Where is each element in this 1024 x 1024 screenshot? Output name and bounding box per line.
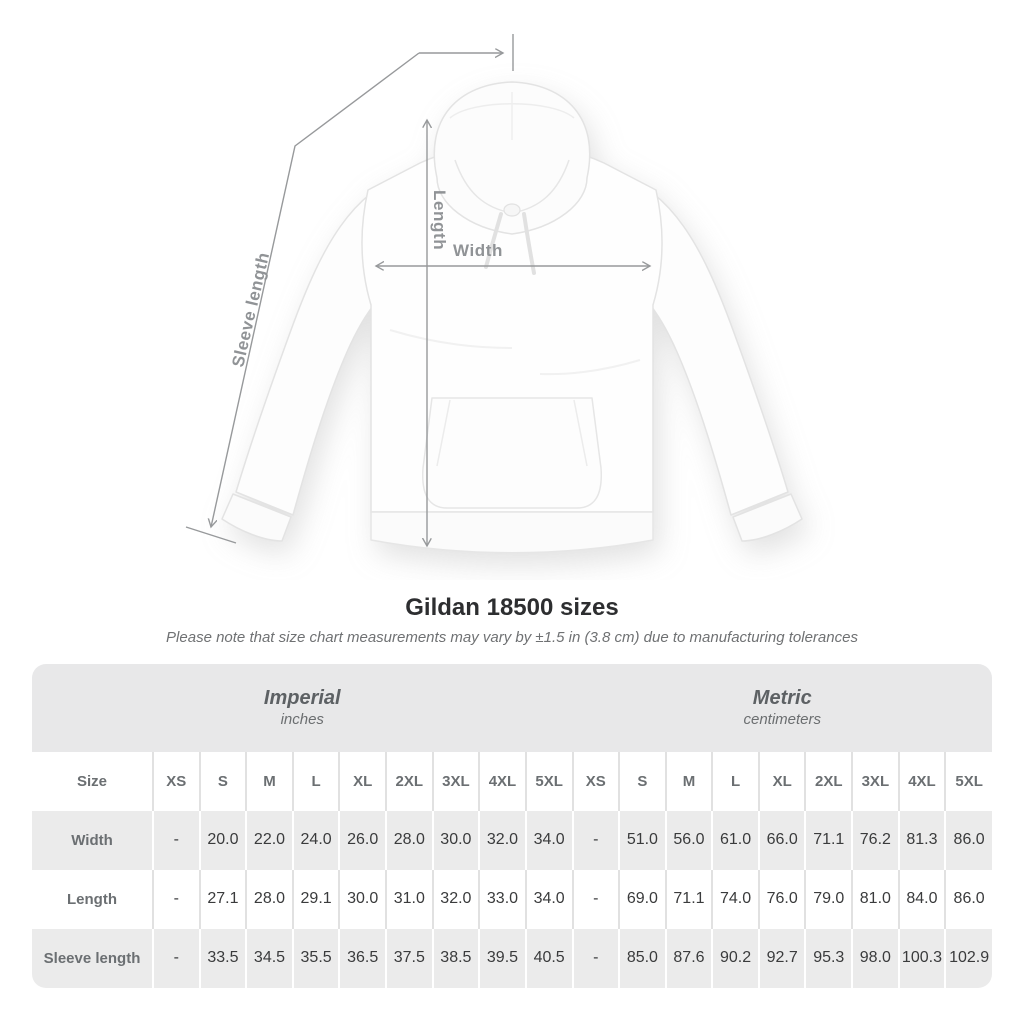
value-cell: 87.6 [666,929,713,988]
value-cell: 79.0 [805,870,852,929]
value-cell: - [153,870,200,929]
value-cell: 27.1 [200,870,247,929]
value-cell: 81.0 [852,870,899,929]
value-cell: 95.3 [805,929,852,988]
size-header-row [32,752,992,811]
size-col-header: 5XL [945,752,992,811]
page-title: Gildan 18500 sizes [405,594,619,621]
size-table-card [32,664,992,988]
row-label: Width [32,811,153,870]
size-col-header: M [666,752,713,811]
value-cell: 28.0 [386,811,433,870]
size-col-header: L [293,752,340,811]
value-cell: 22.0 [246,811,293,870]
value-cell: 39.5 [479,929,526,988]
size-col-header: 2XL [386,752,433,811]
size-col-header: S [619,752,666,811]
metric-unit: centimeters [743,710,822,728]
value-cell: 33.5 [200,929,247,988]
tolerance-note: Please note that size chart measurements may vary by ±1.5 in (3.8 cm) due to manufacturing tolerances [166,628,858,646]
value-cell: 32.0 [433,870,480,929]
value-cell: 71.1 [805,811,852,870]
value-cell: - [573,870,620,929]
metric-title: Metric [752,686,812,709]
sleeve-tick-cuff [186,527,236,543]
row-label: Sleeve length [32,929,153,988]
value-cell: 84.0 [899,870,946,929]
value-cell: 34.0 [526,870,573,929]
drawstring-knot [504,204,520,216]
size-col-header: S [200,752,247,811]
value-cell: 40.5 [526,929,573,988]
size-col-header: 3XL [852,752,899,811]
width-label: Width [452,241,504,260]
value-cell: 86.0 [945,811,992,870]
imperial-unit: inches [280,710,324,728]
size-col-header: 5XL [526,752,573,811]
value-cell: 31.0 [386,870,433,929]
value-cell: 24.0 [293,811,340,870]
size-col-header: XL [759,752,806,811]
value-cell: 69.0 [619,870,666,929]
row-label: Length [32,870,153,929]
value-cell: 76.0 [759,870,806,929]
value-cell: 20.0 [200,811,247,870]
hoodie-image [222,82,802,553]
table-row-width [32,811,992,870]
value-cell: 32.0 [479,811,526,870]
value-cell: 26.0 [339,811,386,870]
sleeve-length-label: Sleeve length [228,250,274,369]
value-cell: 98.0 [852,929,899,988]
value-cell: 86.0 [945,870,992,929]
value-cell: - [153,811,200,870]
value-cell: 28.0 [246,870,293,929]
value-cell: 61.0 [712,811,759,870]
size-col-header: 4XL [899,752,946,811]
size-col-header: 2XL [805,752,852,811]
value-cell: 56.0 [666,811,713,870]
hoodie-pocket [423,398,602,508]
value-cell: 36.5 [339,929,386,988]
value-cell: 51.0 [619,811,666,870]
value-cell: 35.5 [293,929,340,988]
imperial-title: Imperial [263,686,341,709]
value-cell: - [153,929,200,988]
size-table [32,664,992,988]
value-cell: 92.7 [759,929,806,988]
size-col-header: XS [573,752,620,811]
size-col-header: M [246,752,293,811]
size-col-header: XS [153,752,200,811]
value-cell: 100.3 [899,929,946,988]
hoodie-hem [371,512,653,553]
value-cell: 74.0 [712,870,759,929]
size-header-label: Size [32,752,153,811]
value-cell: 66.0 [759,811,806,870]
value-cell: 33.0 [479,870,526,929]
imperial-header [32,664,573,752]
value-cell: 71.1 [666,870,713,929]
table-row-sleeve-length [32,929,992,988]
value-cell: 30.0 [433,811,480,870]
size-col-header: L [712,752,759,811]
value-cell: 34.5 [246,929,293,988]
value-cell: 34.0 [526,811,573,870]
size-col-header: XL [339,752,386,811]
table-row-length [32,870,992,929]
unit-header-row [32,664,992,752]
value-cell: 37.5 [386,929,433,988]
value-cell: - [573,811,620,870]
length-label: Length [430,190,449,251]
size-col-header: 4XL [479,752,526,811]
size-col-header: 3XL [433,752,480,811]
value-cell: - [573,929,620,988]
metric-header [573,664,993,752]
value-cell: 81.3 [899,811,946,870]
value-cell: 85.0 [619,929,666,988]
value-cell: 76.2 [852,811,899,870]
value-cell: 38.5 [433,929,480,988]
value-cell: 29.1 [293,870,340,929]
value-cell: 90.2 [712,929,759,988]
value-cell: 30.0 [339,870,386,929]
value-cell: 102.9 [945,929,992,988]
